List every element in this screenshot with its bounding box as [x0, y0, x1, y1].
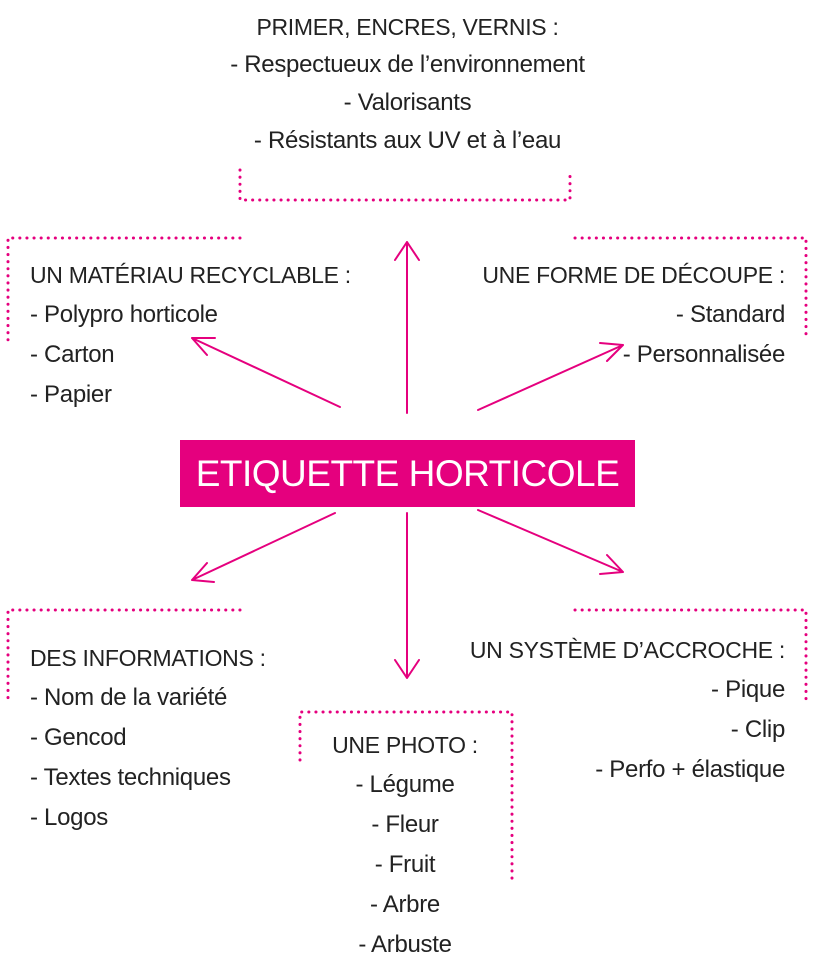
- decoupe-heading: UNE FORME DE DÉCOUPE :: [482, 262, 785, 288]
- decoupe-item: - Standard: [675, 301, 785, 328]
- accroche-item: - Perfo + élastique: [595, 756, 785, 783]
- primer-item: - Résistants aux UV et à l’eau: [253, 127, 562, 154]
- photo-heading: UNE PHOTO :: [332, 732, 478, 758]
- decoupe-item: - Personnalisée: [622, 341, 785, 368]
- center-title-box: ETIQUETTE HORTICOLE: [180, 440, 635, 507]
- arrow-up: [395, 242, 419, 413]
- materiau-item: - Papier: [30, 381, 112, 408]
- materiau-item: - Carton: [30, 341, 115, 368]
- materiau-item: - Polypro horticole: [30, 301, 218, 328]
- photo-item: - Arbuste: [358, 931, 452, 958]
- informations-item: - Textes techniques: [30, 764, 231, 791]
- arrow-down: [395, 513, 419, 678]
- informations-item: - Logos: [30, 804, 108, 831]
- bracket-top: [240, 170, 570, 200]
- arrow-down-left: [192, 513, 335, 582]
- accroche-item: - Pique: [711, 676, 785, 703]
- informations-item: - Gencod: [30, 724, 127, 751]
- informations-heading: DES INFORMATIONS :: [30, 645, 266, 671]
- photo-item: - Légume: [355, 771, 455, 798]
- accroche-section: [460, 630, 785, 790]
- photo-item: - Fruit: [374, 851, 436, 878]
- informations-item: - Nom de la variété: [30, 684, 228, 711]
- materiau-heading: UN MATÉRIAU RECYCLABLE :: [30, 262, 351, 288]
- accroche-heading: UN SYSTÈME D’ACCROCHE :: [469, 637, 785, 663]
- primer-item: - Valorisants: [343, 89, 472, 116]
- primer-heading: PRIMER, ENCRES, VERNIS :: [256, 14, 559, 40]
- arrow-down-right: [478, 510, 623, 574]
- primer-section: [200, 8, 615, 160]
- materiau-section: [30, 255, 351, 415]
- decoupe-section: [460, 255, 785, 375]
- accroche-item: - Clip: [730, 716, 785, 743]
- photo-item: - Arbre: [370, 891, 440, 918]
- photo-item: - Fleur: [371, 811, 439, 838]
- informations-section: [30, 638, 266, 838]
- primer-item: - Respectueux de l’environnement: [230, 51, 585, 78]
